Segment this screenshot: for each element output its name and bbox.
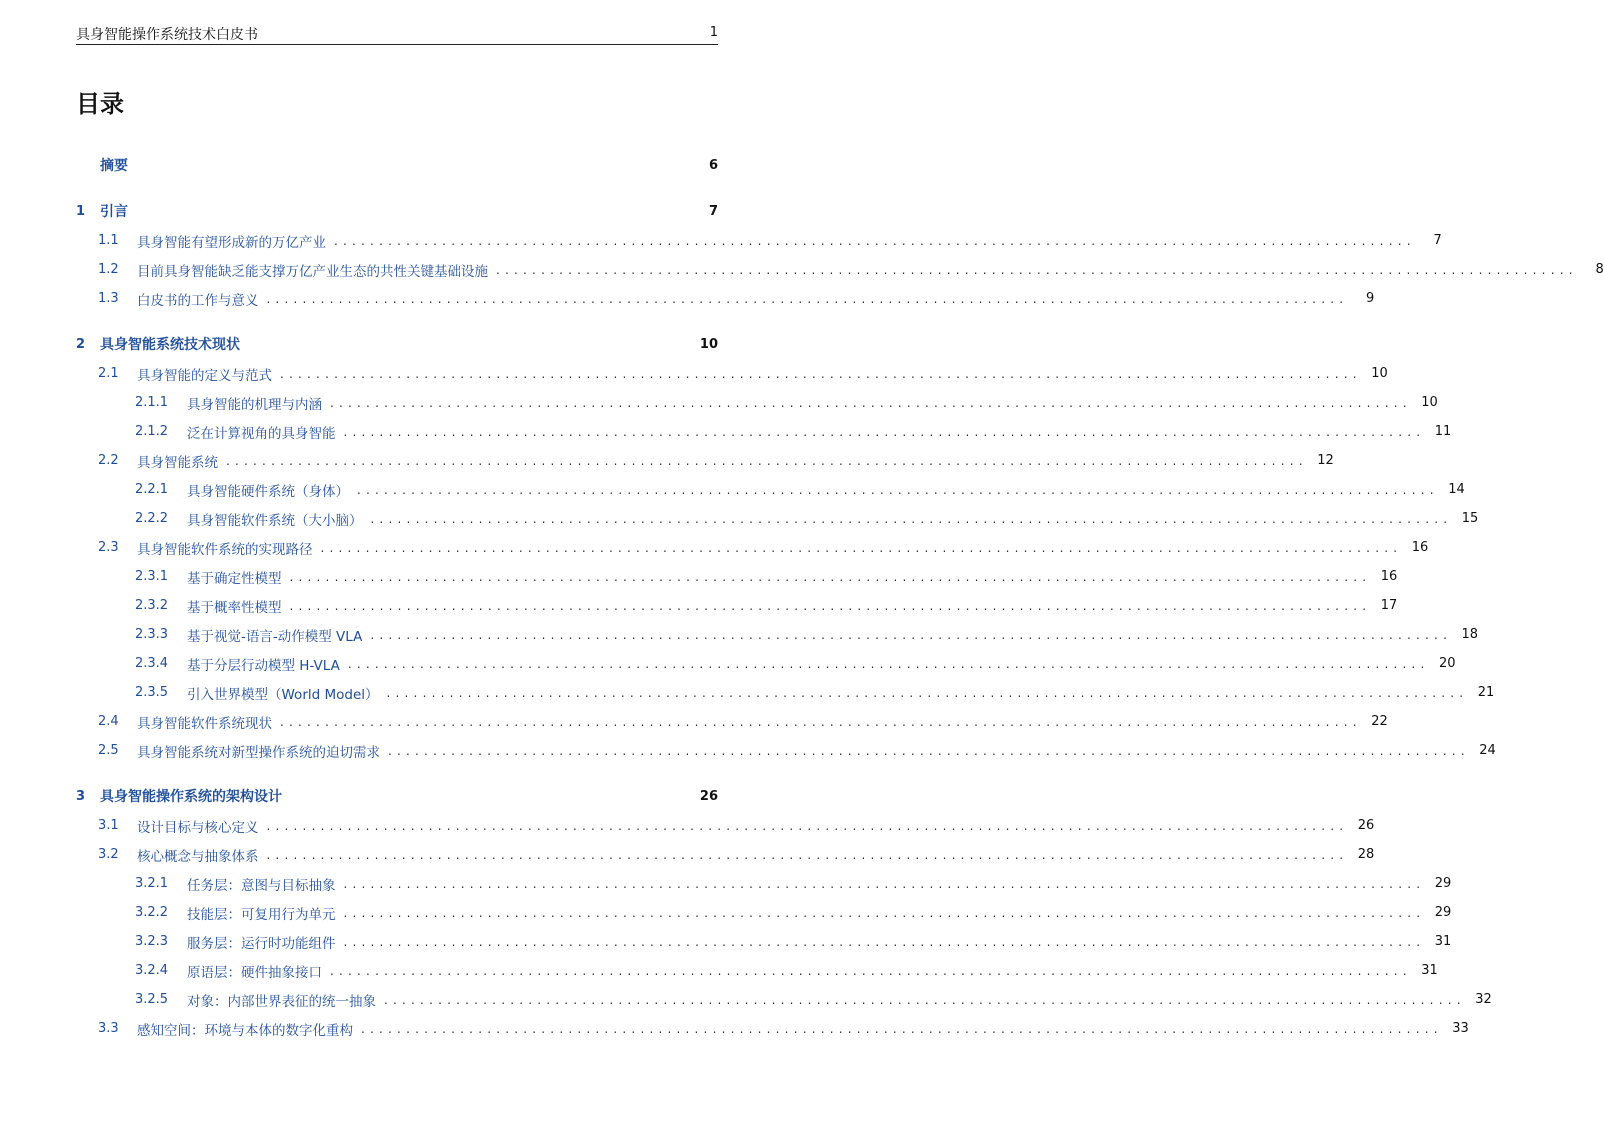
dot-leader: ........................................................................................................................ — [370, 627, 1453, 642]
toc-entry-label: 具身智能有望形成新的万亿产业 — [137, 234, 326, 251]
toc-entry-section[interactable] — [76, 359, 1388, 388]
toc-entry-label: 具身智能硬件系统（身体） — [187, 483, 349, 500]
toc-entry-page: 8 — [1595, 262, 1604, 277]
toc-entry-page: 16 — [1380, 569, 1398, 584]
toc-entry-number: 3.2.4 — [135, 963, 169, 978]
toc-entry-page: 26 — [699, 788, 718, 804]
dot-leader: ........................................................................................................................ — [347, 656, 1430, 671]
dot-leader: ........................................................................................................................ — [496, 262, 1578, 277]
toc-entry-page: 10 — [1421, 395, 1438, 410]
page-number: 1 — [709, 25, 718, 40]
toc-entry-number: 1.2 — [98, 262, 119, 277]
toc-entry-label: 服务层：运行时功能组件 — [187, 935, 336, 952]
toc-entry-number: 2.3.3 — [135, 627, 169, 642]
toc-entry-label: 设计目标与核心定义 — [137, 819, 259, 836]
toc-entry-section[interactable] — [76, 446, 1334, 475]
document-title: 具身智能操作系统技术白皮书 — [76, 27, 258, 43]
toc-entry-number: 3.2 — [98, 847, 119, 862]
toc-entry-label: 引言 — [100, 204, 128, 220]
dot-leader: ........................................................................................................................ — [320, 540, 1403, 555]
toc-entry-label: 具身智能的机理与内涵 — [187, 396, 322, 413]
toc-entry-section[interactable] — [76, 255, 1604, 284]
toc-entry-label: 泛在计算视角的具身智能 — [187, 425, 336, 442]
toc-entry-label: 具身智能操作系统的架构设计 — [100, 789, 282, 805]
dot-leader: ........................................................................................................................ — [334, 233, 1416, 248]
toc-entry-subsection[interactable] — [76, 620, 1479, 649]
toc-entry-number: 3.2.1 — [135, 876, 169, 891]
toc-entry-label: 基于分层行动模型 H-VLA — [187, 657, 340, 674]
toc-entry-number: 1 — [76, 203, 86, 219]
toc-entry-label: 摘要 — [100, 158, 128, 174]
toc-entry-number: 2.1.1 — [135, 395, 169, 410]
toc-entry-section[interactable] — [76, 736, 1496, 765]
toc-entry-label: 具身智能软件系统的实现路径 — [137, 541, 313, 558]
toc-entry-label: 引入世界模型（World Model） — [187, 686, 379, 703]
toc-entry-number: 3.3 — [98, 1021, 119, 1036]
dot-leader: ........................................................................................................................ — [357, 482, 1439, 497]
dot-leader: ........................................................................................................................ — [266, 847, 1349, 862]
toc-entry-page: 31 — [1434, 934, 1452, 949]
toc-entry-number: 2.2.2 — [135, 511, 169, 526]
toc-entry-section[interactable] — [76, 284, 1375, 313]
toc-entry-label: 具身智能系统技术现状 — [100, 337, 240, 353]
toc-entry-page: 29 — [1434, 876, 1452, 891]
toc-entry-number: 2.1 — [98, 366, 119, 381]
toc-entry-label: 目前具身智能缺乏能支撑万亿产业生态的共性关键基础设施 — [137, 263, 488, 280]
toc-entry-number: 2.2 — [98, 453, 119, 468]
toc-entry-label: 基于视觉-语言-动作模型 VLA — [187, 628, 363, 645]
toc-entry-chapter[interactable] — [76, 196, 718, 226]
dot-leader: ........................................................................................................................ — [343, 934, 1426, 949]
dot-leader: ........................................................................................................................ — [343, 905, 1426, 920]
toc-entry-label: 具身智能系统 — [137, 454, 218, 471]
toc-entry-page: 18 — [1461, 627, 1479, 642]
running-header — [76, 22, 718, 45]
toc-entry-number: 2.2.1 — [135, 482, 169, 497]
toc-entry-label: 具身智能系统对新型操作系统的迫切需求 — [137, 744, 380, 761]
toc-entry-number: 2 — [76, 336, 86, 352]
toc-entry-page: 14 — [1448, 482, 1465, 497]
toc-entry-page: 7 — [1433, 233, 1442, 248]
toc-entry-subsection[interactable] — [76, 417, 1452, 446]
toc-entry-subsection[interactable] — [76, 869, 1452, 898]
toc-entry-label: 感知空间：环境与本体的数字化重构 — [137, 1022, 353, 1039]
dot-leader: ........................................................................................................................ — [266, 818, 1349, 833]
toc-entry-label: 具身智能的定义与范式 — [137, 367, 272, 384]
toc-entry-subsection[interactable] — [76, 388, 1438, 417]
toc-entry-page: 22 — [1371, 714, 1388, 729]
toc-entry-page: 7 — [708, 203, 718, 219]
toc-entry-number: 2.3.5 — [135, 685, 169, 700]
toc-entry-chapter[interactable] — [76, 150, 718, 180]
table-of-contents — [76, 150, 1604, 1043]
dot-leader: ........................................................................................................................ — [361, 1021, 1443, 1036]
toc-entry-section[interactable] — [76, 707, 1388, 736]
toc-heading: 目录 — [76, 90, 124, 118]
toc-entry-page: 20 — [1439, 656, 1456, 671]
toc-entry-page: 10 — [1371, 366, 1388, 381]
toc-entry-number: 3 — [76, 788, 86, 804]
toc-entry-number: 2.3 — [98, 540, 119, 555]
toc-entry-label: 基于概率性模型 — [187, 599, 282, 616]
toc-entry-section[interactable] — [76, 533, 1429, 562]
toc-entry-chapter[interactable] — [76, 329, 718, 359]
toc-entry-subsection[interactable] — [76, 591, 1398, 620]
toc-entry-page: 21 — [1477, 685, 1495, 700]
dot-leader: ........................................................................................................................ — [266, 291, 1349, 306]
toc-entry-subsection[interactable] — [76, 956, 1438, 985]
toc-entry-subsection[interactable] — [76, 649, 1456, 678]
toc-entry-label: 原语层：硬件抽象接口 — [187, 964, 322, 981]
dot-leader: ........................................................................................................................ — [370, 511, 1453, 526]
toc-entry-number: 2.5 — [98, 743, 119, 758]
toc-entry-number: 2.3.2 — [135, 598, 169, 613]
toc-entry-section[interactable] — [76, 811, 1375, 840]
toc-entry-label: 任务层：意图与目标抽象 — [187, 877, 336, 894]
toc-entry-number: 3.2.2 — [135, 905, 169, 920]
dot-leader: ........................................................................................................................ — [289, 598, 1372, 613]
toc-entry-label: 具身智能软件系统（大小脑） — [187, 512, 363, 529]
toc-entry-number: 3.2.3 — [135, 934, 169, 949]
toc-entry-chapter[interactable] — [76, 781, 718, 811]
toc-entry-page: 31 — [1421, 963, 1438, 978]
toc-entry-subsection[interactable] — [76, 898, 1452, 927]
dot-leader: ........................................................................................................................ — [280, 366, 1362, 381]
dot-leader: ........................................................................................................................ — [330, 395, 1412, 410]
dot-leader: ........................................................................................................................ — [343, 424, 1426, 439]
toc-entry-page: 9 — [1365, 291, 1375, 306]
toc-entry-number: 3.1 — [98, 818, 119, 833]
dot-leader: ........................................................................................................................ — [388, 743, 1470, 758]
toc-entry-page: 29 — [1434, 905, 1452, 920]
toc-entry-number: 1.3 — [98, 291, 119, 306]
toc-entry-page: 6 — [708, 157, 718, 173]
toc-entry-page: 12 — [1317, 453, 1334, 468]
toc-entry-number: 2.3.1 — [135, 569, 169, 584]
toc-entry-page: 32 — [1475, 992, 1492, 1007]
toc-entry-page: 28 — [1357, 847, 1375, 862]
toc-entry-subsection[interactable] — [76, 985, 1492, 1014]
toc-entry-number: 2.3.4 — [135, 656, 169, 671]
toc-entry-page: 10 — [699, 336, 718, 352]
toc-entry-label: 基于确定性模型 — [187, 570, 282, 587]
toc-entry-label: 核心概念与抽象体系 — [137, 848, 259, 865]
toc-entry-label: 技能层：可复用行为单元 — [187, 906, 336, 923]
toc-entry-page: 11 — [1434, 424, 1452, 439]
toc-entry-section[interactable] — [76, 840, 1375, 869]
toc-entry-subsection[interactable] — [76, 678, 1495, 707]
toc-entry-label: 具身智能软件系统现状 — [137, 715, 272, 732]
toc-entry-page: 16 — [1411, 540, 1429, 555]
toc-entry-number: 1.1 — [98, 233, 119, 248]
toc-entry-section[interactable] — [76, 226, 1442, 255]
dot-leader: ........................................................................................................................ — [280, 714, 1362, 729]
toc-entry-number: 2.4 — [98, 714, 119, 729]
toc-entry-page: 24 — [1479, 743, 1496, 758]
toc-entry-label: 对象：内部世界表征的统一抽象 — [187, 993, 376, 1010]
toc-entry-page: 33 — [1452, 1021, 1469, 1036]
toc-entry-section[interactable] — [76, 1014, 1469, 1043]
toc-entry-page: 17 — [1380, 598, 1398, 613]
dot-leader: ........................................................................................................................ — [343, 876, 1426, 891]
toc-entry-page: 15 — [1461, 511, 1479, 526]
dot-leader: ........................................................................................................................ — [330, 963, 1412, 978]
toc-entry-subsection[interactable] — [76, 562, 1398, 591]
dot-leader: ........................................................................................................................ — [386, 685, 1469, 700]
dot-leader: ........................................................................................................................ — [226, 453, 1308, 468]
toc-entry-subsection[interactable] — [76, 475, 1465, 504]
toc-entry-page: 26 — [1357, 818, 1375, 833]
toc-entry-label: 白皮书的工作与意义 — [137, 292, 259, 309]
toc-entry-subsection[interactable] — [76, 504, 1479, 533]
dot-leader: ........................................................................................................................ — [289, 569, 1372, 584]
toc-entry-subsection[interactable] — [76, 927, 1452, 956]
toc-entry-number: 2.1.2 — [135, 424, 169, 439]
dot-leader: ........................................................................................................................ — [384, 992, 1466, 1007]
toc-entry-number: 3.2.5 — [135, 992, 169, 1007]
